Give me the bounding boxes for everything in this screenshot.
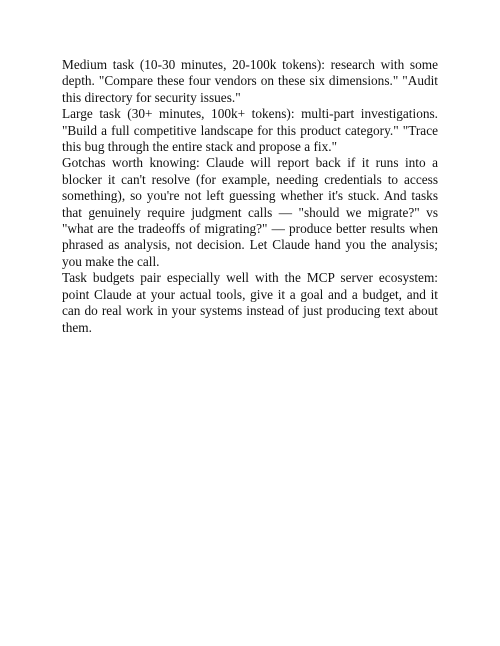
paragraph-mcp-ecosystem: Task budgets pair especially well with the MCP server ecosystem: point Claude at your actual tools, give it a goal and a budget, and it can do real work in your systems instead of just producing text about them. [62, 270, 438, 335]
paragraph-large-task: Large task (30+ minutes, 100k+ tokens): multi-part investigations. "Build a full competitive landscape for this product category." "Trace this bug through the entire stack and propose a fix." [62, 106, 438, 155]
paragraph-medium-task: Medium task (10-30 minutes, 20-100k tokens): research with some depth. "Compare these four vendors on these six dimensions." "Audit this directory for security issues." [62, 57, 438, 105]
paragraph-gotchas: Gotchas worth knowing: Claude will report back if it runs into a blocker it can't resolve (for example, needing credentials to access something), so you're not left guessing whether it's stuck. And tasks that genuinely require judgment calls — "should we migrate?" vs "what are the tradeoffs of migrating?" — produce better results when phrased as analysis, not decision. Let Claude hand you the analysis; you make the call. [62, 155, 438, 269]
document-page [62, 57, 438, 336]
